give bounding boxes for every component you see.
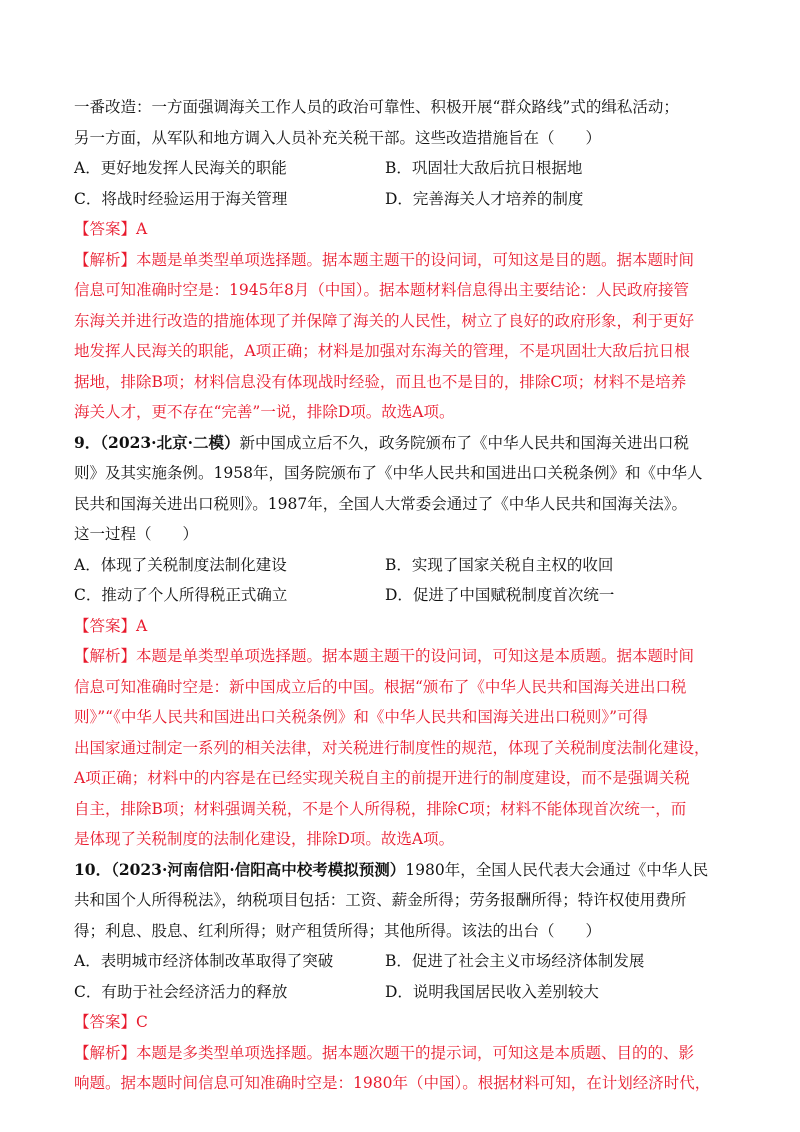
- option-a: A．体现了关税制度法制化建设: [74, 555, 287, 574]
- question-10: [74, 855, 734, 1099]
- question-stem-line: 民共和国海关进出口税则》。1987年，全国人大常委会通过了《中华人民共和国海关法》。: [74, 494, 687, 513]
- question-stem-line: [74, 428, 734, 459]
- analysis-line: 响题。据本题时间信息可知准确时空是：1980年（中国）。根据材料可知，在计划经济时代，: [74, 1074, 711, 1092]
- option-d: D．说明我国居民收入差别较大: [385, 982, 599, 1001]
- options-row: [74, 977, 734, 1008]
- question-stem-line: 一番改造：一方面强调海关工作人员的政治可靠性、积极开展“群众路线”式的缉私活动；: [74, 98, 679, 116]
- analysis-line: 【解析】本题是单类型单项选择题。据本题主题干的设问词，可知这是本质题。据本题时间: [74, 647, 695, 665]
- analysis-line: 自主，排除B项；材料强调关税，不是个人所得税，排除C项；材料不能体现首次统一，而: [74, 799, 687, 818]
- options-row: [74, 550, 734, 581]
- options-row: [74, 184, 734, 215]
- analysis-line: 东海关并进行改造的措施体现了并保障了海关的人民性，树立了良好的政府形象，利于更好: [74, 311, 695, 330]
- option-a: A．表明城市经济体制改革取得了突破: [74, 952, 334, 970]
- option-b: B．促进了社会主义市场经济体制发展: [385, 952, 645, 970]
- question-9: [74, 428, 734, 855]
- analysis-line: 信息可知准确时空是：新中国成立后的中国。根据“颁布了《中华人民共和国海关进出口税: [74, 677, 687, 696]
- analysis-line: 【解析】本题是多类型单项选择题。据本题次题干的提示词，可知这是本质题、目的的、影: [74, 1043, 695, 1062]
- analysis-line: 出国家通过制定一系列的相关法律，对关税进行制度性的规范，体现了关税制度法制化建设，: [74, 738, 710, 757]
- analysis-line: 信息可知准确时空是：1945年8月（中国）。据本题材料信息得出主要结论：人民政府接管: [74, 281, 690, 299]
- analysis-line: 是体现了关税制度的法制化建设，排除D项。故选A项。: [74, 830, 455, 848]
- analysis-line: 地发挥人民海关的职能，A项正确；材料是加强对东海关的管理，不是巩固壮大敌后抗日根: [74, 342, 690, 360]
- document-page: [74, 92, 734, 1099]
- analysis-line: A项正确；材料中的内容是在已经实现关税自主的前提开进行的制度建设，而不是强调关税: [74, 769, 690, 787]
- question-stem-text: 1980年，全国人民代表大会通过《中华人民: [405, 860, 709, 879]
- analysis-line: 则》”“《中华人民共和国进出口关税条例》和《中华人民共和国海关进出口税则》”可得: [74, 708, 649, 726]
- answer: 【答案】A: [74, 220, 148, 238]
- question-number: 9．: [74, 432, 101, 452]
- analysis-line: 海关人才，更不存在“完善”一说，排除D项。故选A项。: [74, 403, 455, 421]
- option-a: A．更好地发挥人民海关的职能: [74, 159, 287, 177]
- question-stem-line: 另一方面，从军队和地方调入人员补充关税干部。这些改造措施旨在（ ）: [74, 128, 602, 147]
- question-stem-line: 这一过程（ ）: [74, 525, 199, 543]
- option-b: B．实现了国家关税自主权的收回: [385, 555, 614, 574]
- question-stem-text: 新中国成立后不久，政务院颁布了《中华人民共和国海关进出口税: [239, 433, 689, 452]
- option-d: D．完善海关人才培养的制度: [385, 189, 584, 208]
- option-c: C．将战时经验运用于海关管理: [74, 189, 288, 208]
- option-c: C．推动了个人所得税正式确立: [74, 586, 288, 604]
- option-b: B．巩固壮大敌后抗日根据地: [385, 159, 583, 177]
- answer: 【答案】A: [74, 616, 148, 635]
- options-row: [74, 153, 734, 184]
- question-stem-line: 则》及其实施条例。1958年，国务院颁布了《中华人民共和国进出口关税条例》和《中华人: [74, 464, 703, 482]
- option-c: C．有助于社会经济活力的释放: [74, 982, 288, 1001]
- question-number: 10．: [74, 859, 112, 879]
- option-d: D．促进了中国赋税制度首次统一: [385, 586, 615, 604]
- question-stem-line: 得；利息、股息、红利所得；财产租赁所得；其他所得。该法的出台（ ）: [74, 921, 602, 940]
- answer: 【答案】C: [74, 1013, 148, 1031]
- question-stem-line: [74, 855, 734, 886]
- question-stem-line: 共和国个人所得税法》，纳税项目包括：工资、薪金所得；劳务报酬所得；特许权使用费所: [74, 891, 687, 909]
- options-row: [74, 580, 734, 611]
- analysis-line: 据地，排除B项；材料信息没有体现战时经验，而且也不是目的，排除C项；材料不是培养: [74, 372, 687, 391]
- question-source: （2023·北京·二模）: [100, 432, 240, 452]
- analysis-line: 【解析】本题是单类型单项选择题。据本题主题干的设问词，可知这是目的题。据本题时间: [74, 250, 695, 269]
- question-8: [74, 92, 734, 428]
- options-row: [74, 946, 734, 977]
- question-source: （2023·河南信阳·信阳高中校考模拟预测）: [111, 859, 406, 879]
